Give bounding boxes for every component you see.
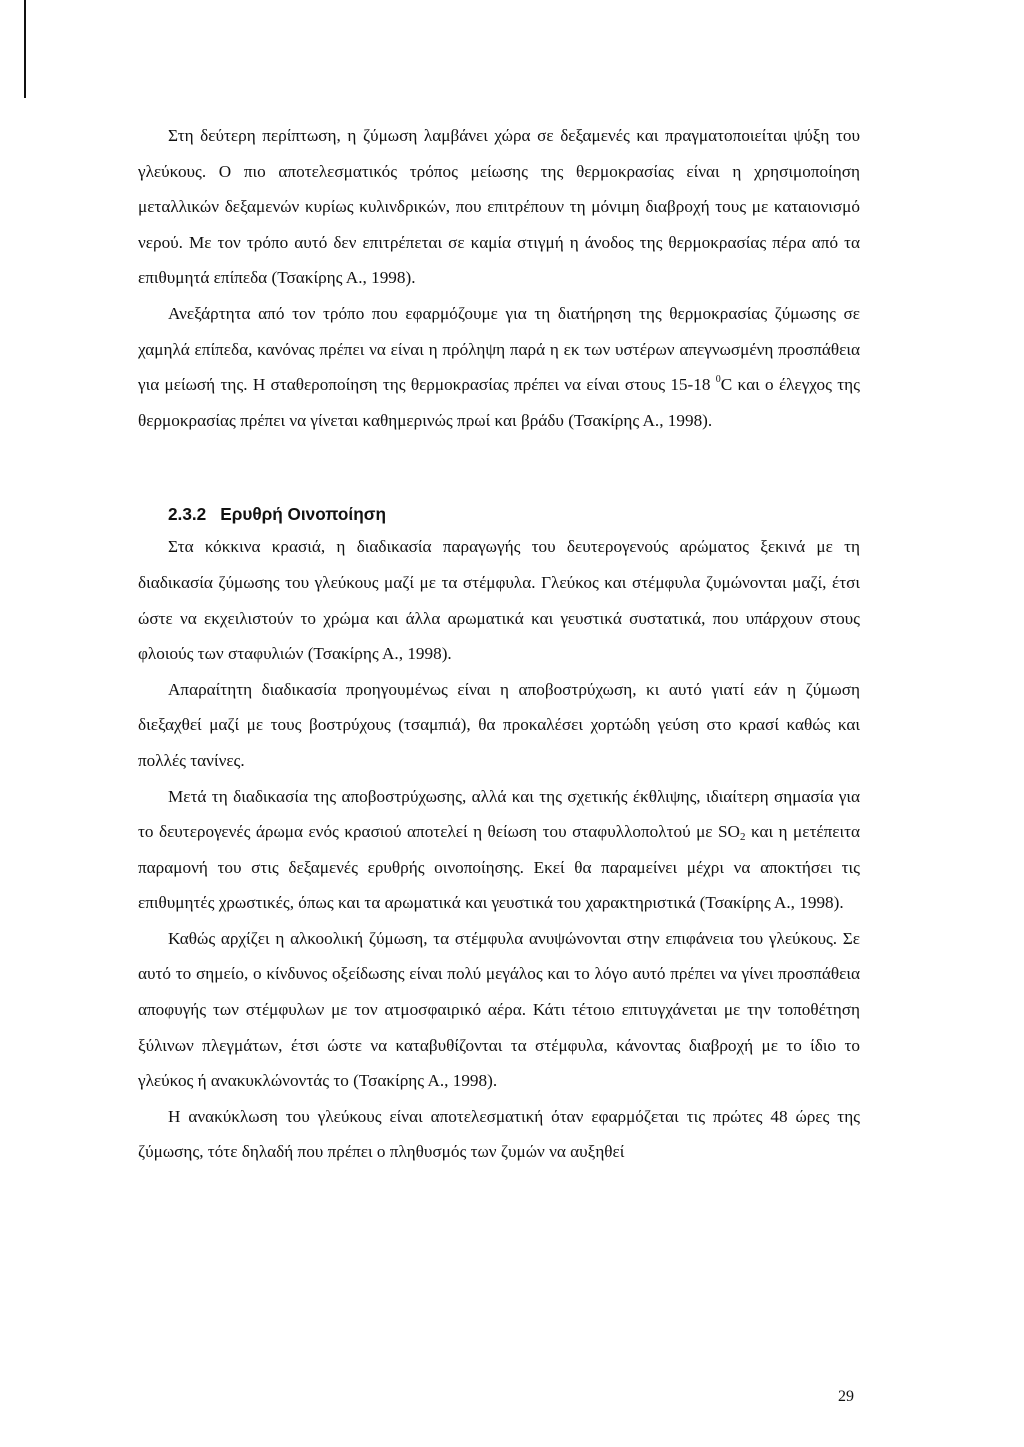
document-page: [138, 118, 860, 1170]
degree-superscript: 0: [715, 374, 721, 386]
section-number: 2.3.2: [168, 504, 207, 525]
paragraph-temperature-control: [138, 296, 860, 438]
paragraph-text: και η μετέπειτα παραμονή του στις δεξαμενές ερυθρής οινοποίησης. Εκεί θα παραμείνει μέχρι να αποκτήσει τις επιθυμητές χρωστικές, όπως και τα αρωματικά και γευστικά του χαρακτηριστικά (Τσακίρης Α., 1998).: [138, 822, 860, 913]
paragraph-text: Μετά τη διαδικασία της αποβοστρύχωσης, αλλά και της σχετικής έκθλιψης, ιδιαίτερη σημασία για το δευτερογενές άρωμα ενός κρασιού αποτελεί η θείωση του σταφυλλοπολτού με SO: [138, 786, 860, 842]
paragraph-sulfiting: [138, 779, 860, 921]
paragraph-cap-management: Καθώς αρχίζει η αλκοολική ζύμωση, τα στέμφυλα ανυψώνονται στην επιφάνεια του γλεύκους. Σε αυτό το σημείο, ο κίνδυνος οξείδωσης είναι πολύ μεγάλος και το λόγο αυτό πρέπει να γίνει προσπάθεια αποφυγής των στέμφυλων με τον ατμοσφαιρικό αέρα. Κάτι τέτοιο επιτυγχάνεται με την τοποθέτηση ξύλινων πλεγμάτων, έτσι ώστε να καταβυθίζονται τα στέμφυλα, κάνοντας διαβροχή με το ίδιο το γλεύκος ή ανακυκλώνοντάς το (Τσακίρης Α., 1998).: [138, 928, 860, 1091]
section-heading: [138, 499, 860, 529]
section-title: Ερυθρή Οινοποίηση: [220, 504, 386, 525]
so2-subscript: 2: [739, 831, 746, 844]
paragraph-red-wine-intro: Στα κόκκινα κρασιά, η διαδικασία παραγωγής του δευτερογενούς αρώματος ξεκινά με τη διαδικασία ζύμωσης του γλεύκους μαζί με τα στέμφυλα. Γλεύκος και στέμφυλα ζυμώνονται μαζί, έτσι ώστε να εκχειλιστούν το χρώμα και άλλα αρωματικά και γευστικά συστατικά, που υπάρχουν στους φλοιούς των σταφυλιών (Τσακίρης Α., 1998).: [138, 537, 860, 664]
page-number: 29: [838, 1388, 854, 1405]
paragraph-destemming: Απαραίτητη διαδικασία προηγουμένως είναι η αποβοστρύχωση, κι αυτό γιατί εάν η ζύμωση διεξαχθεί μαζί με τους βοστρύχους (τσαμπιά), θα προκαλέσει χορτώδη γεύση στο κρασί καθώς και πολλές τανίνες.: [138, 679, 860, 770]
paragraph-tank-cooling: Στη δεύτερη περίπτωση, η ζύμωση λαμβάνει χώρα σε δεξαμενές και πραγματοποιείται ψύξη του γλεύκους. Ο πιο αποτελεσματικός τρόπος μείωσης της θερμοκρασίας είναι η χρησιμοποίηση μεταλλικών δεξαμενών κυρίως κυλινδρικών, που επιτρέπουν τη μόνιμη διαβροχή τους με καταιονισμό νερού. Με τον τρόπο αυτό δεν επιτρέπεται σε καμία στιγμή η άνοδος της θερμοκρασίας πέρα από τα επιθυμητά επίπεδα (Τσακίρης Α., 1998).: [138, 126, 860, 288]
scan-edge-line: [24, 0, 26, 98]
paragraph-text: Ανεξάρτητα από τον τρόπο που εφαρμόζουμε για τη διατήρηση της θερμοκρασίας ζύμωσης σε χαμηλά επίπεδα, κανόνας πρέπει να είναι η πρόληψη παρά η εκ των υστέρων απεγνωσμένη προσπάθεια για μείωσή της. Η σταθεροποίηση της θερμοκρασίας πρέπει να είναι στους 15-18: [138, 303, 860, 395]
paragraph-recirculation: Η ανακύκλωση του γλεύκους είναι αποτελεσματική όταν εφαρμόζεται τις πρώτες 48 ώρες της ζύμωσης, τότε δηλαδή που πρέπει ο πληθυσμός των ζυμών να αυξηθεί: [138, 1106, 860, 1162]
paragraph-text: C και ο έλεγχος της θερμοκρασίας πρέπει να γίνεται καθημερινώς πρωί και βράδυ (Τσακίρης Α., 1998).: [138, 375, 860, 430]
